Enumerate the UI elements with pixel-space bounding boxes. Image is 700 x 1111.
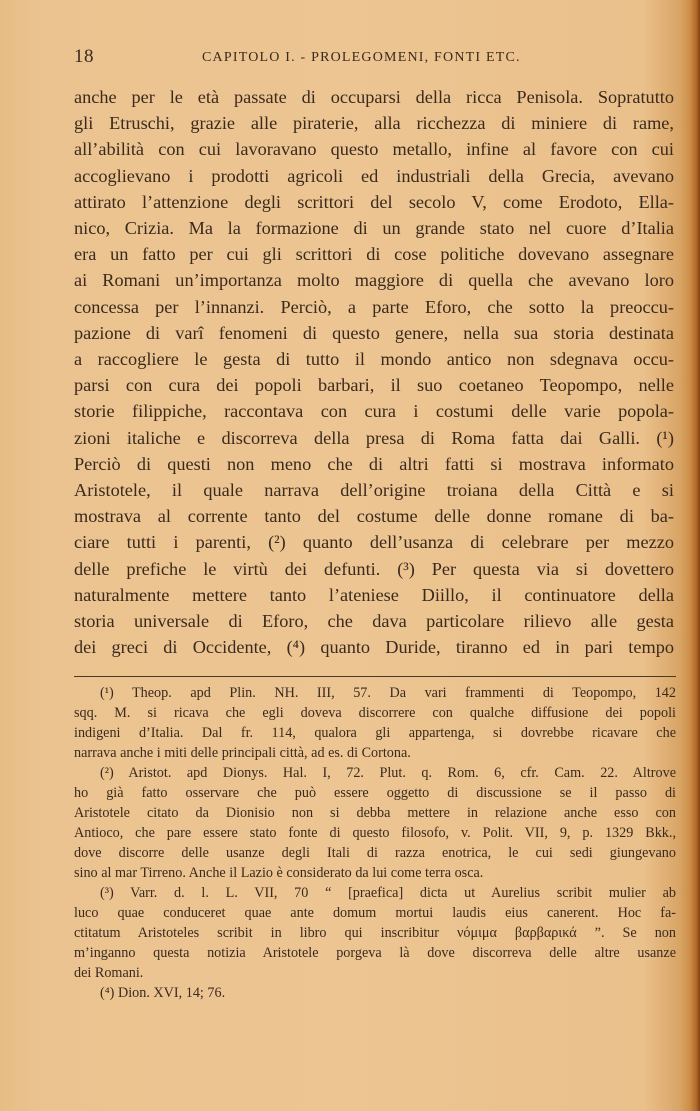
footnote-line: (²) Aristot. apd Dionys. Hal. I, 72. Plut. q. Rom. 6, cfr. Cam. 22. Altrove [100, 765, 676, 781]
body-line: Aristotele, il quale narrava dell’origine troiana della Città e si [74, 480, 674, 501]
footnotes [74, 683, 676, 1003]
main-text [74, 84, 674, 660]
body-line: storia universale di Eforo, che dava particolare rilievo alle gesta [74, 611, 674, 632]
body-line: attirato l’attenzione degli scrittori del secolo V, come Erodoto, Ella- [74, 191, 674, 212]
body-line: ai Romani un’importanza molto maggiore di quella che avevano loro [74, 270, 674, 291]
body-line: pazione di varî fenomeni di questo genere, nella sua storia destinata [74, 322, 674, 343]
footnote-line: Antioco, che pare essere stato fonte di questo filosofo, v. Polit. VII, 9, p. 1329 Bkk., [74, 825, 676, 841]
body-line: all’abilità con cui lavoravano questo metallo, infine al favore con cui [74, 139, 674, 160]
body-line: delle prefiche le virtù dei defunti. (³) Per questa via si dovettero [74, 558, 674, 579]
footnote-3 [74, 883, 676, 983]
body-line: anche per le età passate di occuparsi della ricca Penisola. Sopratutto [74, 87, 674, 107]
page-edge-shadow [690, 0, 700, 1111]
footnote-line: dove discorre delle usanze degli Itali di razza enotrica, le cui sedi giungevano [74, 845, 676, 861]
footnote-line: (⁴) Dion. XVI, 14; 76. [100, 985, 226, 1001]
footnote-line: ctitatum Aristoteles scribit in libro qui inscribitur νόμιμα βαρβαρικά ”. Se non [74, 925, 676, 941]
footnote-line: Aristotele citato da Dionisio non si debba mettere in relazione anche esso con [74, 805, 676, 821]
footnote-4 [74, 983, 676, 1003]
body-line: a raccogliere le gesta di tutto il mondo antico non sdegnava occu- [74, 349, 674, 370]
footnote-2 [74, 763, 676, 883]
body-line: naturalmente mettere tanto l’ateniese Diillo, il continuatore della [74, 584, 674, 605]
footnote-1 [74, 683, 676, 763]
footnote-line: sino al mar Tirreno. Anche il Lazio è considerato da lui come terra osca. [74, 865, 484, 881]
body-line: nico, Crizia. Ma la formazione di un grande stato nel cuore d’Italia [74, 218, 674, 239]
body-line: dei greci di Occidente, (⁴) quanto Duride, tiranno ed in pari tempo [74, 637, 674, 658]
running-title: CAPITOLO I. - PROLEGOMENI, FONTI ETC. [202, 50, 521, 65]
body-line: era un fatto per cui gli scrittori di cose politiche dovevano assegnare [74, 244, 674, 265]
footnote-line: dei Romani. [74, 965, 144, 981]
footnote-line: sqq. M. si ricava che egli doveva discorrere con qualche diffusione dei popoli [74, 705, 676, 721]
footnote-line: luco quae conduceret quae ante domum mortui laudis eius canerent. Hoc fa- [74, 905, 676, 921]
footnote-divider [74, 676, 676, 677]
footnote-line: m’inganno questa notizia Aristotele porgeva là dove discorreva delle altre usanze [74, 945, 676, 961]
body-line: gli Etruschi, grazie alle piraterie, alla ricchezza di miniere di rame, [74, 113, 674, 134]
body-line: parsi con cura dei popoli barbari, il suo coetaneo Teopompo, nelle [74, 375, 674, 396]
body-line: storie filippiche, raccontava con cura i costumi delle varie popola- [74, 401, 674, 422]
footnote-line: (³) Varr. d. l. L. VII, 70 “ [praefica] dicta ut Aurelius scribit mulier ab [100, 885, 676, 901]
footnote-line: (¹) Theop. apd Plin. NH. III, 57. Da vari frammenti di Teopompo, 142 [100, 685, 676, 701]
body-line: Perciò di questi non meno che di altri fatti si mostrava informato [74, 453, 674, 474]
body-line: accoglievano i prodotti agricoli ed industriali della Grecia, avevano [74, 165, 674, 186]
running-head [74, 46, 674, 72]
body-line: mostrava al corrente tanto del costume delle donne romane di ba- [74, 506, 674, 527]
body-line: concessa per l’innanzi. Perciò, a parte Eforo, che sotto la preoccu- [74, 296, 674, 317]
body-line: ciare tutti i parenti, (²) quanto dell’usanza di celebrare per mezzo [74, 532, 674, 553]
body-line: zioni italiche e discorreva della presa di Roma fatta dai Galli. (¹) [74, 427, 674, 448]
footnote-line: narrava anche i miti delle principali città, ad es. di Cortona. [74, 745, 411, 761]
page-number: 18 [74, 46, 94, 67]
footnote-line: ho già fatto osservare che può essere oggetto di discussione se il passo di [74, 785, 676, 801]
footnote-line: indigeni d’Italia. Dal fr. 114, qualora gli appartenga, si dovrebbe ricavare che [74, 725, 676, 741]
